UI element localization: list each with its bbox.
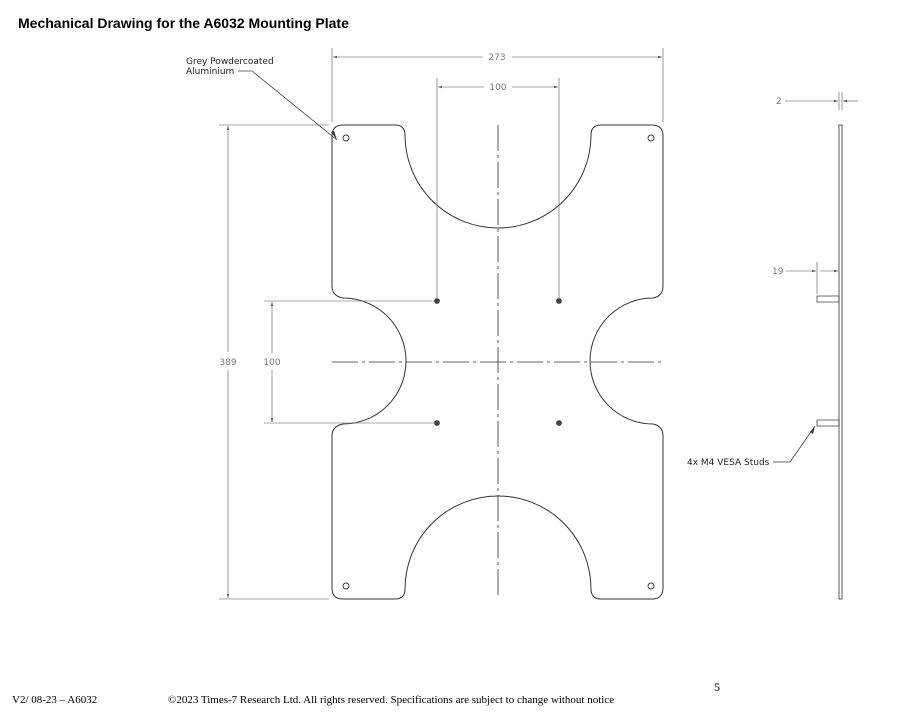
page-title: Mechanical Drawing for the A6032 Mounting Plate — [18, 15, 349, 31]
side-view-plate — [839, 125, 842, 599]
dimension-label-height: 389 — [219, 358, 237, 368]
material-leader-line — [238, 71, 337, 140]
footer-version: V2/ 08-23 – A6032 — [12, 694, 98, 706]
vesa-hole-bottom-left — [435, 421, 440, 426]
corner-hole-top-right — [648, 135, 654, 141]
studs-callout: 4x M4 VESA Studs — [687, 458, 770, 468]
dimension-label-thickness: 2 — [776, 97, 782, 107]
dimension-stud-length — [786, 262, 838, 294]
dimension-label-stud-length: 19 — [772, 267, 784, 277]
side-view-stud-bottom — [817, 420, 839, 426]
vesa-hole-bottom-right — [557, 421, 562, 426]
vesa-hole-top-right — [557, 299, 562, 304]
corner-hole-top-left — [343, 135, 349, 141]
studs-leader-line — [773, 426, 815, 462]
corner-hole-bottom-right — [648, 583, 654, 589]
material-callout-line1: Grey Powdercoated — [186, 57, 274, 67]
page-number: 5 — [714, 680, 720, 694]
footer-copyright: ©2023 Times-7 Research Ltd. All rights reserved. Specifications are subject to change without notice — [168, 694, 615, 706]
dimension-label-hole-spacing-horizontal: 100 — [489, 83, 507, 93]
vesa-hole-top-left — [435, 299, 440, 304]
dimension-thickness — [785, 92, 858, 110]
material-callout-line2: Aluminium — [186, 67, 235, 77]
dimension-label-hole-spacing-vertical: 100 — [263, 358, 281, 368]
corner-hole-bottom-left — [343, 583, 349, 589]
dimension-label-width: 273 — [488, 53, 506, 63]
side-view-stud-top — [817, 296, 839, 302]
